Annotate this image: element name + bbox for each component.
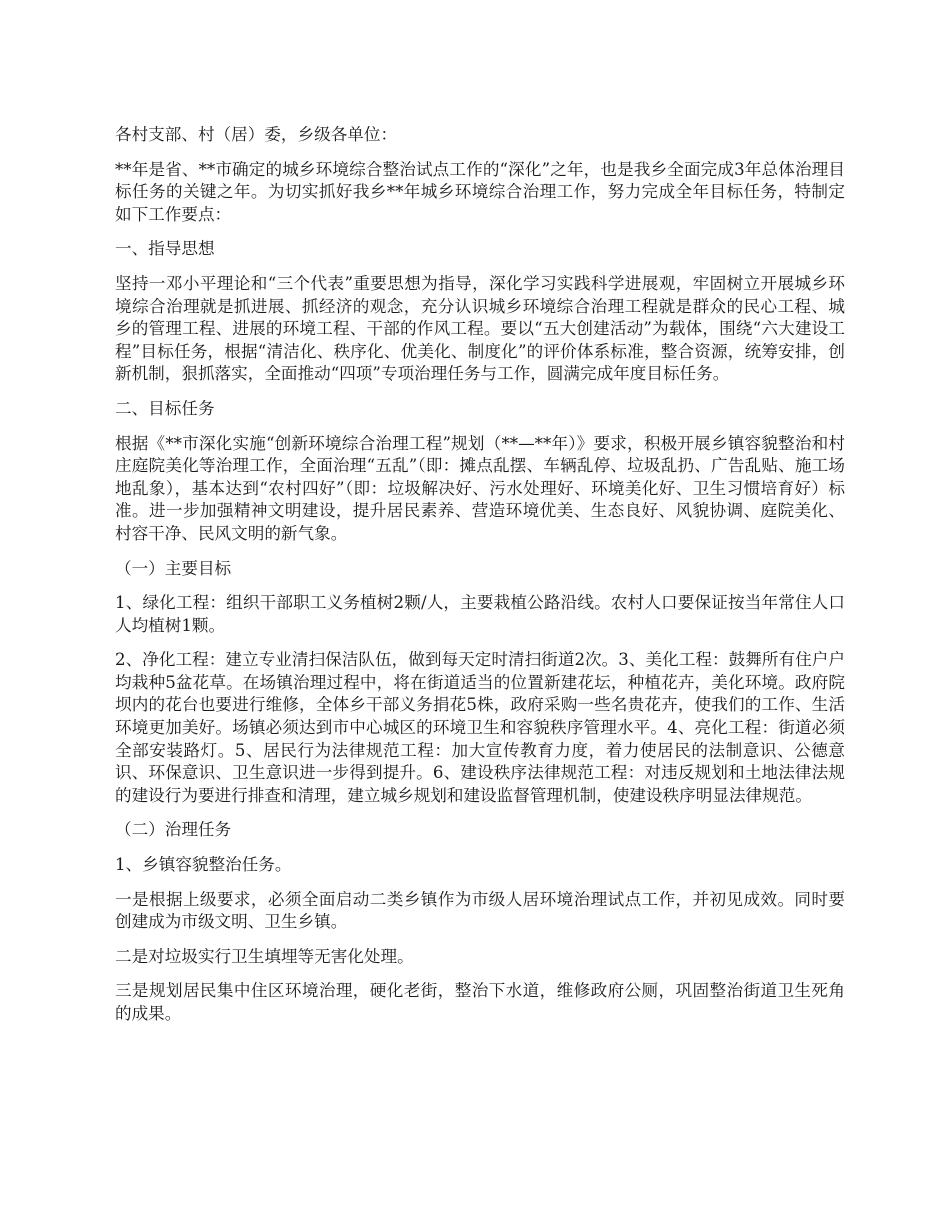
subsection-1-item-1: 1、绿化工程：组织干部职工义务植树2颗/人，主要栽植公路沿线。农村人口要保证按当年常住人口人均植树1颗。 — [115, 593, 845, 635]
subsection-2-title: （二）治理任务 — [115, 820, 232, 840]
intro-paragraph: **年是省、**市确定的城乡环境综合整治试点工作的“深化”之年，也是我乡全面完成3年总体治理目标任务的关键之年。为切实抓好我乡**年城乡环境综合治理工作，努力完成全年目标任务，特制定如下工作要点： — [115, 159, 845, 224]
section-1-title: 一、指导思想 — [115, 239, 215, 259]
document-body — [115, 124, 845, 1038]
section-1-body: 坚持一邓小平理论和“三个代表”重要思想为指导，深化学习实践科学进展观，牢固树立开展城乡环境综合治理就是抓进展、抓经济的观念，充分认识城乡环境综合治理工程就是群众的民心工程、城乡的管理工程、进展的环境工程、干部的作风工程。要以“五大创建活动”为载体，围绕“六大建设工程”目标任务，根据“清洁化、秩序化、优美化、制度化”的评价体系标准，整合资源，统筹安排，创新机制，狠抓落实，全面推动“四项”专项治理任务与工作，圆满完成年度目标任务。 — [115, 273, 845, 384]
subsection-2-item-1-a: 一是根据上级要求，必须全面启动二类乡镇作为市级人居环境治理试点工作，并初见成效。同时要创建成为市级文明、卫生乡镇。 — [115, 889, 845, 932]
subsection-2-item-1-c: 三是规划居民集中住区环境治理，硬化老街，整治下水道，维修政府公厕，巩固整治街道卫生死角的成果。 — [115, 981, 845, 1023]
subsection-2-item-1: 1、乡镇容貌整治任务。 — [115, 855, 292, 875]
subsection-1-item-2: 2、净化工程：建立专业清扫保洁队伍，做到每天定时清扫街道2次。3、美化工程：鼓舞所有住户户均栽种5盆花草。在场镇治理过程中，将在街道适当的位置新建花坛，种植花卉，美化环境。政府院坝内的花台也要进行维修，全体乡干部义务捐花5株，政府采购一些名贵花卉，使我们的工作、生活环境更加美好。场镇必须达到市中心城区的环境卫生和容貌秩序管理水平。4、亮化工程：街道必须全部安装路灯。5、居民行为法律规范工程：加大宣传教育力度，着力使居民的法制意识、公德意识、环保意识、卫生意识进一步得到提升。6、建设秩序法律规范工程：对违反规划和土地法律法规的建设行为要进行排查和清理，建立城乡规划和建设监督管理机制，使建设秩序明显法律规范。 — [115, 650, 845, 805]
subsection-1-title: （一）主要目标 — [115, 558, 232, 578]
section-2-body: 根据《**市深化实施“创新环境综合治理工程”规划（**—**年）》要求，积极开展乡镇容貌整治和村庄庭院美化等治理工作，全面治理“五乱”（即：摊点乱摆、车辆乱停、垃圾乱扔、广告乱贴、施工场地乱象），基本达到“农村四好”（即：垃圾解决好、污水处理好、环境美化好、卫生习惯培育好）标准。进一步加强精神文明建设，提升居民素养、营造环境优美、生态良好、风貌协调、庭院美化、村容干净、民风文明的新气象。 — [115, 433, 845, 543]
section-2-title: 二、目标任务 — [115, 398, 215, 418]
subsection-2-item-1-b: 二是对垃圾实行卫生填埋等无害化处理。 — [115, 946, 414, 966]
salutation: 各村支部、村（居）委，乡级各单位： — [115, 125, 398, 144]
